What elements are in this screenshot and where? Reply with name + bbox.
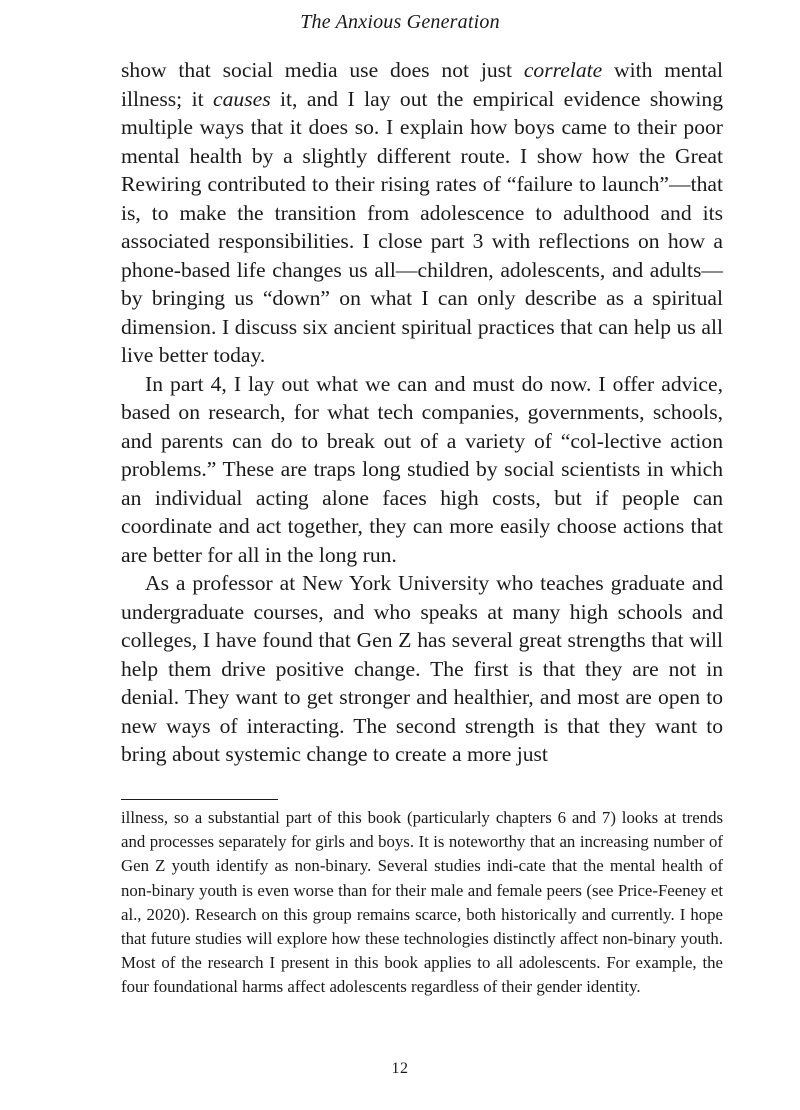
paragraph-part-4: In part 4, I lay out what we can and must do now. I offer advice, based on research, for what tech companies, governments, schools, and parents can do to break out of a variety of “col-lective action problems.” These are traps long studied by social scientists in which an individual acting alone faces high costs, but if people can coordinate and act together, they can more easily choose actions that are better for all in the long run. [121,371,723,567]
main-text [121,56,723,769]
footnote: illness, so a substantial part of this book (particularly chapters 6 and 7) looks at trends and processes separately for girls and boys. It is noteworthy that an increasing number of Gen Z youth identify as non-binary. Several studies indi-cate that the mental health of non-binary youth is even worse than for their male and female peers (see Price-Feeney et al., 2020). Research on this group remains scarce, both historically and currently. I hope that future studies will explore how these technologies distinctly affect non-binary youth. Most of the research I present in this book applies to all adolescents. For example, the four foundational harms affect adolescents regardless of their gender identity. [121,808,723,997]
emphasis-causes: causes [213,86,271,111]
text-run: with mental illness; it [121,58,723,111]
emphasis-correlate: correlate [523,58,603,82]
text-run: it, and I lay out the empirical evidence showing multiple ways that it does so. I explain how boys came to their poor mental health by a slightly different route. I show how the Great Rewiring contributed to their rising rates of “failure to launch”—that is, to make the transition from adolescence to adulthood and its associated responsibilities. I close part 3 with reflections on how a phone-based life changes us all—children, adolescents, and adults—by bringing us “down” on what I can only describe as a spiritual dimension. I discuss six ancient spiritual practices that can help us all live better today. [121,86,724,367]
paragraph-gen-z-strengths: As a professor at New York University who teaches graduate and undergraduate courses, and who speaks at many high schools and colleges, I have found that Gen Z has several great strengths that will help them drive positive change. The first is that they are not in denial. They want to get stronger and healthier, and most are open to new ways of interacting. The second strength is that they want to bring about systemic change to create a more just [121,571,723,766]
page-number: 12 [391,1060,409,1077]
running-head: The Anxious Generation [300,11,500,33]
text-run: show that social media use does not just [121,58,524,82]
paragraph-continued [121,56,723,370]
footnote-rule [121,799,278,800]
